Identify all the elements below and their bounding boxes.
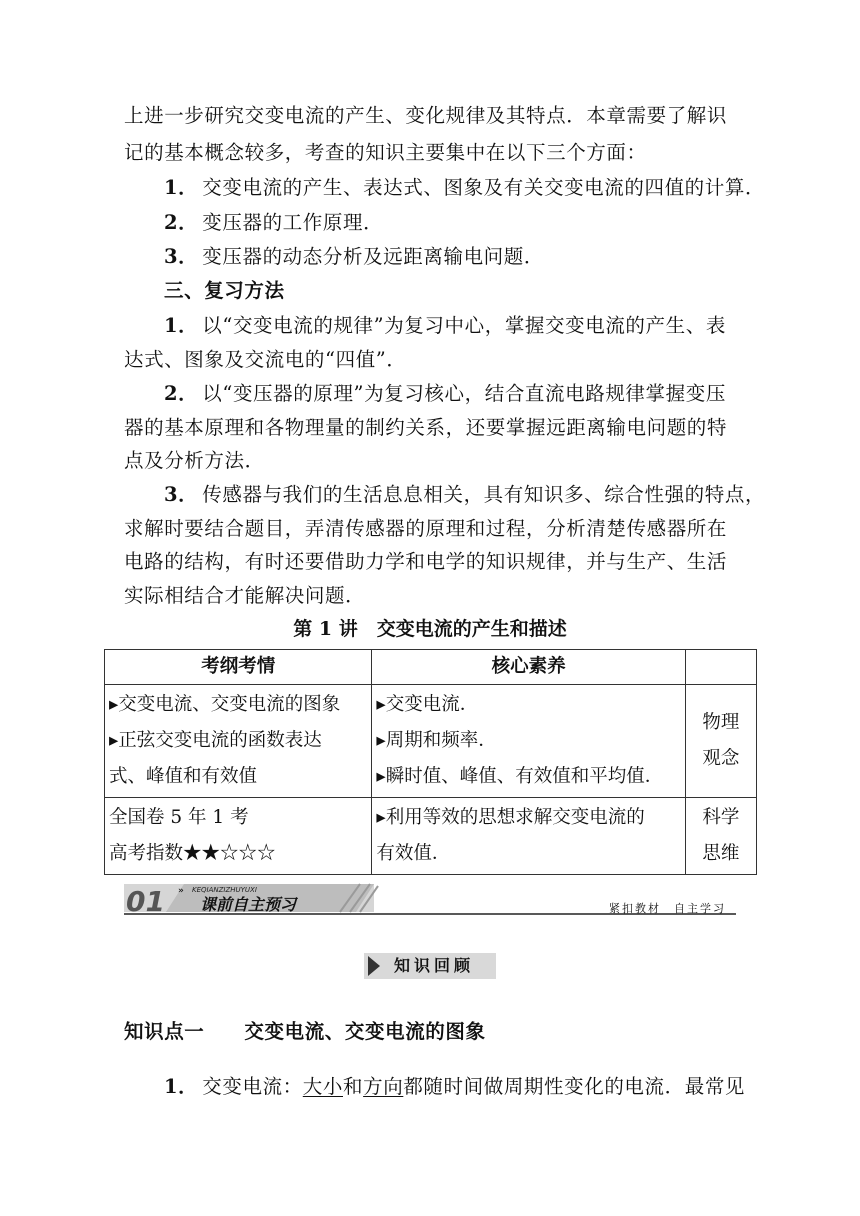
method-text: 以“交变电流的规律”为复习中心，掌握交变电流的产生、表: [202, 314, 726, 337]
cell-line: 高考指数★★☆☆☆: [109, 843, 276, 864]
cell-line: ▸正弦交变电流的函数表达: [109, 730, 322, 751]
cell-line: 科学: [702, 807, 740, 828]
definition-number: 1．: [164, 1075, 199, 1098]
table-row: [105, 798, 757, 875]
category-cell: [685, 798, 756, 875]
cell-line: 观念: [702, 748, 740, 769]
header-exam-outline: 考纲考情: [105, 650, 372, 685]
methods-heading: 三、复习方法: [164, 279, 285, 302]
tag-label: 知识回顾: [394, 956, 475, 975]
aspect-text: 交变电流的产生、表达式、图象及有关交变电流的四值的计算．: [202, 176, 766, 199]
section-banner: [124, 880, 736, 916]
blank-answer: 方向: [363, 1075, 404, 1098]
arrow-right-icon: [368, 956, 380, 976]
exam-outline-cell: [105, 798, 372, 875]
table-header-row: [105, 650, 757, 685]
category-cell: [685, 685, 756, 798]
aspect-item: [164, 209, 740, 237]
method-item-line: [164, 380, 740, 408]
aspect-item: [164, 174, 766, 202]
banner-chevron-icon: »: [178, 886, 184, 896]
knowledge-point-title: 交变电流、交变电流的图象: [244, 1020, 486, 1043]
method-item-line: 器的基本原理和各物理量的制约关系，还要掌握远距离输电问题的特: [124, 416, 728, 439]
intro-line-1: 上进一步研究交变电流的产生、变化规律及其特点．本章需要了解识: [124, 104, 728, 127]
cell-line: ▸交变电流、交变电流的图象: [109, 694, 341, 715]
banner-number: 01: [126, 885, 165, 916]
cell-line: ▸利用等效的思想求解交变电流的: [376, 807, 645, 828]
definition-line: [164, 1073, 746, 1101]
table-row: [105, 685, 757, 798]
aspect-number: 3．: [164, 245, 199, 268]
method-item-line: 实际相结合才能解决问题．: [124, 584, 366, 607]
definition-text: 都随时间做周期性变化的电流．最常见: [403, 1075, 746, 1098]
aspect-item: [164, 243, 740, 271]
method-item-line: [164, 481, 766, 509]
header-core-literacy: 核心素养: [372, 650, 685, 685]
cell-line: ▸瞬时值、峰值、有效值和平均值．: [376, 766, 664, 787]
method-item-line: 电路的结构，有时还要借助力学和电学的知识规律，并与生产、生活: [124, 550, 728, 573]
cell-line: ▸交变电流．: [376, 694, 479, 715]
method-item-line: [164, 312, 740, 340]
header-empty: [685, 650, 756, 685]
method-number: 1．: [164, 314, 199, 337]
definition-text: 和: [343, 1075, 364, 1098]
blank-answer: 大小: [302, 1075, 343, 1098]
method-text: 以“变压器的原理”为复习核心，结合直流电路规律掌握变压: [202, 382, 726, 405]
exam-outline-cell: [105, 685, 372, 798]
cell-line: 有效值．: [376, 843, 451, 864]
knowledge-point-heading: [124, 1018, 740, 1046]
method-item-line: 达式、图象及交流电的“四值”．: [124, 348, 407, 371]
aspect-number: 2．: [164, 211, 199, 234]
syllabus-table: [104, 649, 757, 875]
banner-right-text: 紧扣教材 自主学习: [609, 902, 726, 915]
method-number: 2．: [164, 382, 199, 405]
intro-line-2: 记的基本概念较多，考查的知识主要集中在以下三个方面：: [124, 141, 647, 164]
method-item-line: 点及分析方法．: [124, 449, 265, 472]
method-item-line: 求解时要结合题目，弄清传感器的原理和过程，分析清楚传感器所在: [124, 517, 728, 540]
cell-line: ▸周期和频率．: [376, 730, 497, 751]
knowledge-point-label: 知识点一: [124, 1020, 205, 1043]
definition-term: 交变电流：: [202, 1075, 303, 1098]
cell-line: 式、峰值和有效值: [109, 766, 258, 787]
method-text: 传感器与我们的生活息息相关，具有知识多、综合性强的特点，: [202, 483, 766, 506]
cell-line: 物理: [702, 712, 740, 733]
aspect-text: 变压器的动态分析及远距离输电问题．: [202, 245, 544, 268]
core-literacy-cell: [372, 798, 685, 875]
lesson-title: 第 1 讲 交变电流的产生和描述: [293, 618, 567, 640]
banner-pinyin: KEQIANZIZHUYUXI: [192, 886, 257, 894]
cell-line: 全国卷 5 年 1 考: [109, 807, 249, 828]
cell-line: 思维: [702, 843, 740, 864]
knowledge-review-tag: [364, 953, 496, 979]
core-literacy-cell: [372, 685, 685, 798]
aspect-number: 1．: [164, 176, 199, 199]
banner-title: 课前自主预习: [200, 895, 297, 914]
aspect-text: 变压器的工作原理．: [202, 211, 384, 234]
method-number: 3．: [164, 483, 199, 506]
